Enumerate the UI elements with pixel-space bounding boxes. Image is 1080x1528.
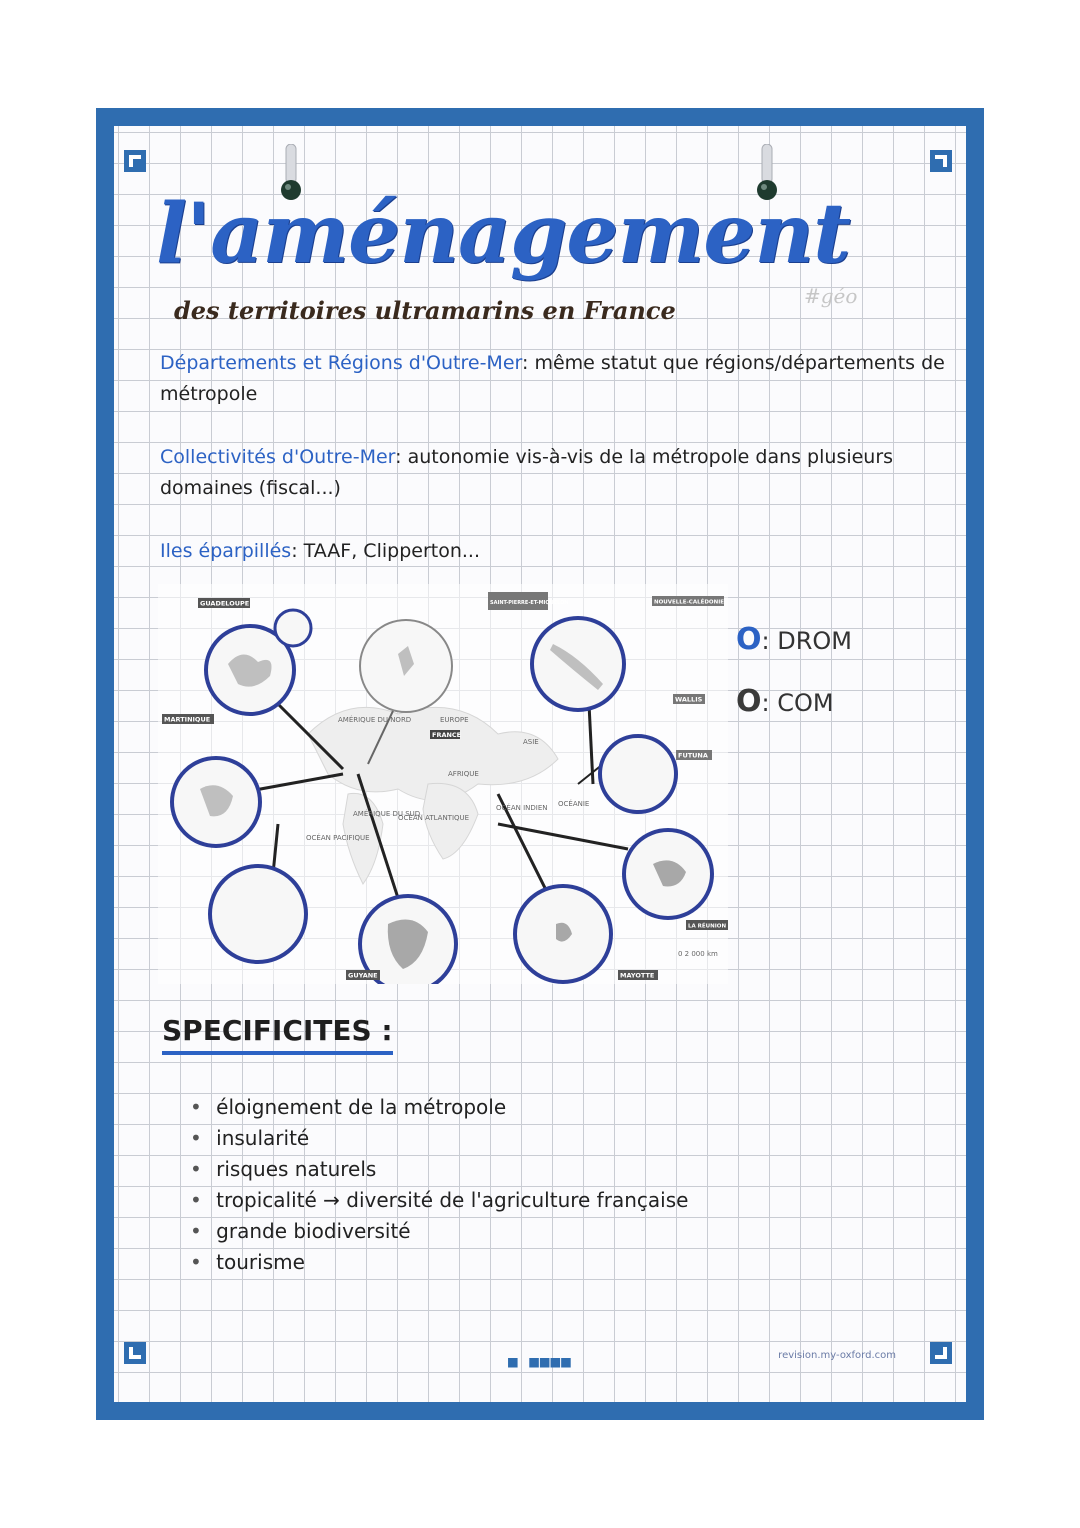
- label-wallis: WALLIS: [675, 695, 703, 704]
- label-pacifique: OCÉAN PACIFIQUE: [306, 834, 370, 842]
- notebook-sheet: [96, 108, 984, 1420]
- label-la-reunion: LA RÉUNION: [688, 923, 727, 930]
- label-amerique-sud: AMÉRIQUE DU SUD: [353, 810, 421, 818]
- list-item: • insularité: [190, 1123, 688, 1154]
- specificites-list: [190, 1092, 688, 1278]
- list-item: • risques naturels: [190, 1154, 688, 1185]
- corner-marker-bottom-right-icon: [930, 1342, 952, 1364]
- label-france: FRANCE: [432, 731, 462, 739]
- label-futuna: FUTUNA: [678, 751, 708, 760]
- iles-text: : TAAF, Clipperton...: [291, 540, 480, 562]
- page-subtitle: des territoires ultramarins en France: [174, 296, 676, 325]
- corner-marker-top-right-icon: [930, 150, 952, 172]
- label-guyane: GUYANE: [348, 971, 378, 980]
- label-indien: OCÉAN INDIEN: [496, 804, 548, 812]
- list-item: • éloignement de la métropole: [190, 1092, 688, 1123]
- paragraph-iles: [160, 536, 950, 567]
- paragraph-drom: [160, 348, 950, 410]
- label-scale: 0 2 000 km: [678, 950, 718, 958]
- label-oceanie: OCÉANIE: [558, 800, 590, 808]
- legend-drom-label: : DROM: [761, 627, 852, 655]
- paragraph-com: [160, 442, 950, 504]
- label-nouvelle-caledonie: NOUVELLE-CALÉDONIE: [654, 599, 725, 606]
- connector-polynesie: [273, 824, 278, 874]
- corner-marker-bottom-left-icon: [124, 1342, 146, 1364]
- subject-tag: #géo: [804, 284, 858, 308]
- outremer-map: [158, 584, 728, 984]
- circle-wallis-futuna: [600, 736, 676, 812]
- footer-url: revision.my-oxford.com: [778, 1350, 896, 1361]
- list-item: • tropicalité → diversité de l'agriculture française: [190, 1185, 688, 1216]
- label-afrique: AFRIQUE: [448, 770, 479, 778]
- legend-com: [736, 684, 834, 719]
- label-mayotte: MAYOTTE: [620, 971, 655, 980]
- drom-text: : même statut que régions/départements de métropole: [160, 352, 945, 405]
- circle-polynesie: [210, 866, 306, 962]
- corner-marker-top-left-icon: [124, 150, 146, 172]
- iles-term: Iles éparpillés: [160, 540, 292, 562]
- label-asie: ASIE: [523, 738, 539, 746]
- label-martinique: MARTINIQUE: [164, 715, 211, 724]
- legend-drom-mark: O: [736, 622, 762, 657]
- label-amerique-nord: AMÉRIQUE DU NORD: [338, 716, 412, 724]
- label-guadeloupe: GUADELOUPE: [200, 599, 250, 608]
- page-indicator-icon: ■ ■■■■: [508, 1352, 572, 1371]
- legend-com-mark: O: [736, 684, 762, 719]
- specificites-title: SPECIFICITES :: [162, 1014, 393, 1055]
- list-item: • tourisme: [190, 1247, 688, 1278]
- outremer-map-svg: [158, 584, 728, 984]
- com-term: Collectivités d'Outre-Mer: [160, 446, 396, 468]
- connector-reunion: [498, 824, 628, 849]
- legend-com-label: : COM: [761, 689, 834, 717]
- label-spm: SAINT-PIERRE-ET-MIQUELON: [490, 600, 569, 606]
- list-item: • grande biodiversité: [190, 1216, 688, 1247]
- legend-drom: [736, 622, 852, 657]
- page-title: l'aménagement: [156, 186, 851, 282]
- drom-term: Départements et Régions d'Outre-Mer: [160, 352, 522, 374]
- com-text: : autonomie vis-à-vis de la métropole dans plusieurs domaines (fiscal...): [160, 446, 894, 499]
- circle-saint-barthelemy: [275, 610, 311, 646]
- grid-page: [114, 126, 966, 1402]
- label-europe: EUROPE: [440, 716, 469, 724]
- label-atlantique: OCÉAN ATLANTIQUE: [398, 814, 470, 822]
